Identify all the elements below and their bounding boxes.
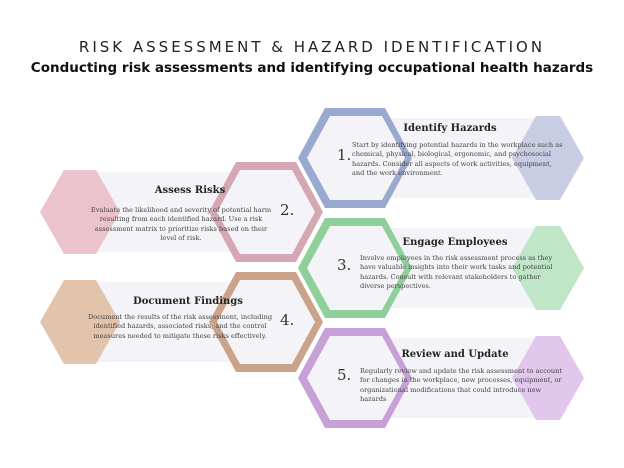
step-4-number: 4. [280,311,295,329]
step-1-number: 1. [337,146,352,164]
step-2-description: Evaluate the likelihood and severity of potential harm resulting from each identified hazard. Use a risk assessment matrix to prioritize risks based on their level of risk. [90,206,272,243]
step-4-description: Document the results of the risk assessment, including identified hazards, associated risks, and the control measures needed to mitigate these risks effectively. [87,313,273,340]
step-3-description: Involve employees in the risk assessment process as they have valuable insights into their work tasks and potential hazards. Consult with relevant stakeholders to gather diverse perspectives. [360,254,553,291]
step-2-title: Assess Risks [154,185,226,196]
step-5-description: Regularly review and update the risk assessment to account for changes in the workplace, new processes, equipment, or organizational modifications that could introduce new hazards [360,367,563,404]
step-1-title: Identify Hazards [403,123,497,134]
step-1-description: Start by identifying potential hazards in the workplace such as chemical, physical, biological, ergonomic, and psychosocial hazards. Consider all aspects of work activities, equipment, and the work environment. [352,141,563,178]
step-5-number: 5. [337,366,352,384]
page-subtitle: Conducting risk assessments and identifying occupational health hazards [30,60,594,76]
step-3-number: 3. [337,256,352,274]
step-4-title: Document Findings [133,296,243,307]
step-5-title: Review and Update [401,349,509,360]
step-3-title: Engage Employees [402,237,508,248]
step-2-number: 2. [280,201,295,219]
page-title: RISK ASSESSMENT & HAZARD IDENTIFICATION [78,38,546,56]
